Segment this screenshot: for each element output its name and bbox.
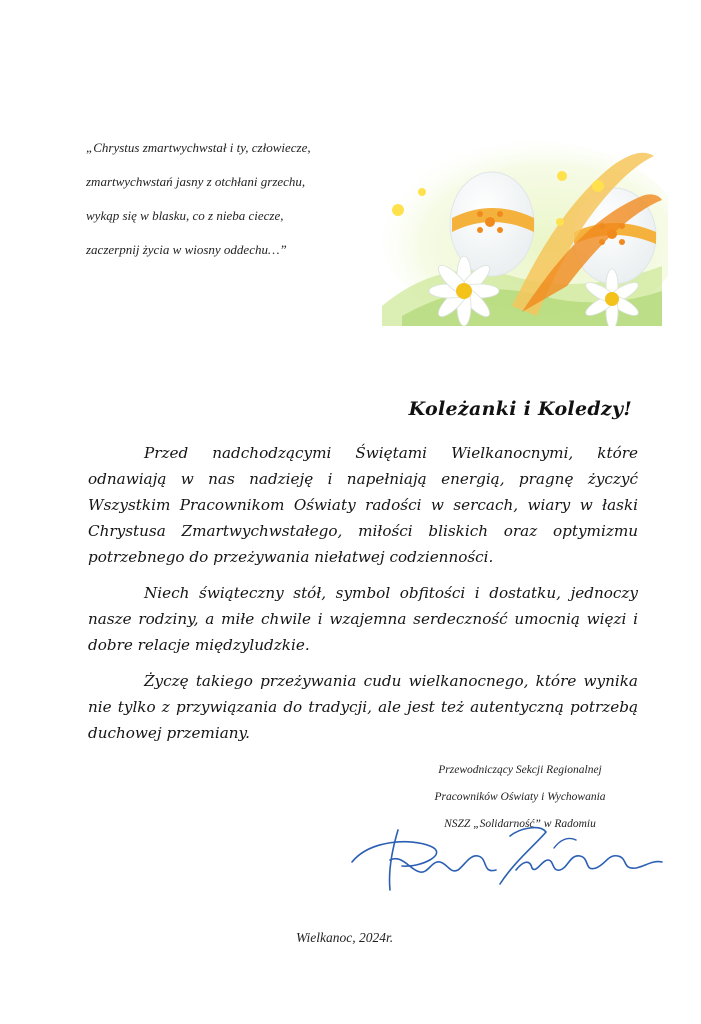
poem-line: zmartwychwstań jasny z otchłani grzechu, bbox=[86, 174, 306, 189]
greeting-heading: Koleżanki i Koledzy! bbox=[408, 398, 632, 420]
signatory-title-line: Przewodniczący Sekcji Regionalnej bbox=[438, 764, 602, 776]
poem-line: „Chrystus zmartwychwstał i ty, człowiecze, bbox=[86, 140, 311, 155]
poem-line: zaczerpnij życia w wiosny oddechu…” bbox=[86, 242, 287, 257]
poem-quote bbox=[86, 140, 376, 276]
dateline: Wielkanoc, 2024r. bbox=[296, 930, 394, 945]
signatory-title-line: NSZZ „Solidarność” w Radomiu bbox=[444, 818, 596, 830]
paragraph: Niech świąteczny stół, symbol obfitości i dostatku, jednoczy nasze rodziny, a miłe chwile i wzajemna serdeczność umocnią więzi i dobre relacje międzyludzkie. bbox=[88, 584, 638, 654]
paragraph: Życzę takiego przeżywania cudu wielkanocnego, które wynika nie tylko z przywiązania do tradycji, ale jest też autentyczną potrzebą duchowej przemiany. bbox=[88, 672, 638, 742]
signatory-title-line: Pracowników Oświaty i Wychowania bbox=[434, 791, 606, 803]
poem-line: wykąp się w blasku, co z nieba ciecze, bbox=[86, 208, 284, 223]
letter-body bbox=[88, 440, 638, 756]
easter-eggs-illustration bbox=[362, 126, 668, 326]
paragraph: Przed nadchodzącymi Świętami Wielkanocnymi, które odnawiają w nas nadzieję i napełniają energią, pragnę życzyć Wszystkim Pracownikom Oświaty radości w sercach, wiary w łaski Chrystusa Zmartwychwstałego, miłości bliskich oraz optymizmu potrzebnego do przeżywania niełatwej codzienności. bbox=[88, 444, 638, 566]
handwritten-signature bbox=[340, 810, 670, 900]
